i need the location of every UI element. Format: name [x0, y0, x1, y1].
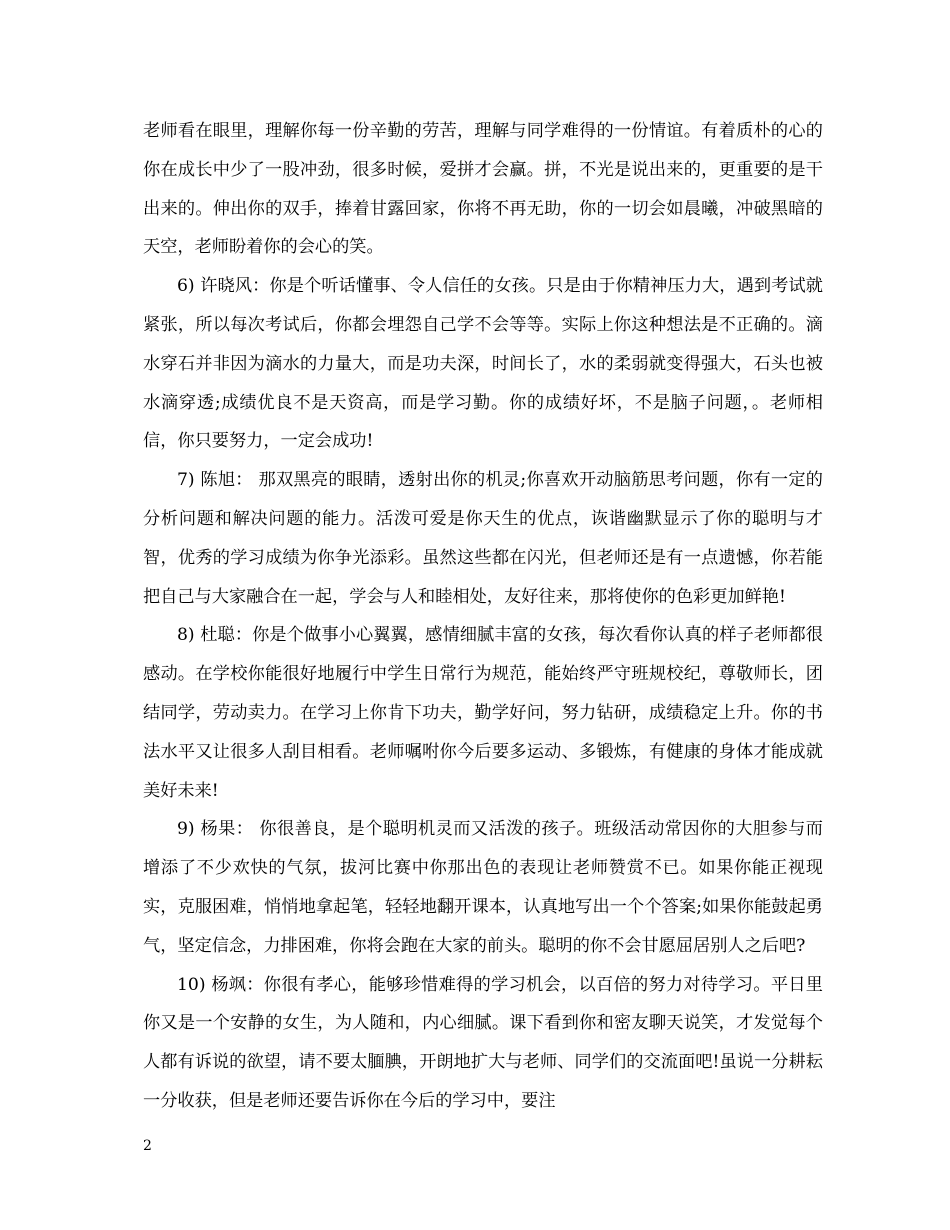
paragraph-2: 6) 许晓风：你是个听话懂事、令人信任的女孩。只是由于你精神压力大，遇到考试就紧张，所以每次考试后，你都会埋怨自己学不会等等。实际上你这种想法是不正确的。滴水穿石并非因为滴水的力量大，而是功夫深，时间长了，水的柔弱就变得强大，石头也被水滴穿透;成绩优良不是天资高，而是学习勤。你的成绩好坏，不是脑子问题，。老师相信，你只要努力，一定会成功! [143, 276, 823, 452]
paragraph-5: 9) 杨果： 你很善良，是个聪明机灵而又活泼的孩子。班级活动常因你的大胆参与而增添了不少欢快的气氛，拔河比赛中你那出色的表现让老师赞赏不已。如果你能正视现实，克服困难，悄悄地拿起笔，轻轻地翻开课本，认真地写出一个个答案;如果你能鼓起勇气，坚定信念，力排困难，你将会跑在大家的前头。聪明的你不会甘愿屈居别人之后吧? [143, 819, 823, 956]
paragraph-4: 8) 杜聪：你是个做事小心翼翼，感情细腻丰富的女孩，每次看你认真的样子老师都很感动。在学校你能很好地履行中学生日常行为规范，能始终严守班规校纪，尊敬师长，团结同学，劳动卖力。在学习上你肯下功夫，勤学好问，努力钻研，成绩稳定上升。你的书法水平又让很多人刮目相看。老师嘱咐你今后要多运动、多锻炼，有健康的身体才能成就美好未来! [143, 625, 823, 801]
page-number: 2 [143, 1138, 152, 1154]
paragraph-1: 老师看在眼里，理解你每一份辛勤的劳苦，理解与同学难得的一份情谊。有着质朴的心的你在成长中少了一股冲劲，很多时候，爱拼才会赢。拼，不光是说出来的，更重要的是干出来的。伸出你的双手，捧着甘露回家，你将不再无助，你的一切会如晨曦，冲破黑暗的天空，老师盼着你的会心的笑。 [143, 121, 823, 258]
paragraph-3: 7) 陈旭： 那双黑亮的眼睛，透射出你的机灵;你喜欢开动脑筋思考问题，你有一定的分析问题和解决问题的能力。活泼可爱是你天生的优点，诙谐幽默显示了你的聪明与才智，优秀的学习成绩为你争光添彩。虽然这些都在闪光，但老师还是有一点遗憾，你若能把自己与大家融合在一起，学会与人和睦相处，友好往来，那将使你的色彩更加鲜艳! [143, 470, 823, 607]
document-body [143, 112, 823, 1121]
paragraph-6: 10) 杨飒：你很有孝心，能够珍惜难得的学习机会，以百倍的努力对待学习。平日里你又是一个安静的女生，为人随和，内心细腻。课下看到你和密友聊天说笑，才发觉每个人都有诉说的欲望，请不要太腼腆，开朗地扩大与老师、同学们的交流面吧!虽说一分耕耘一分收获，但是老师还要告诉你在今后的学习中，要注 [143, 974, 823, 1111]
